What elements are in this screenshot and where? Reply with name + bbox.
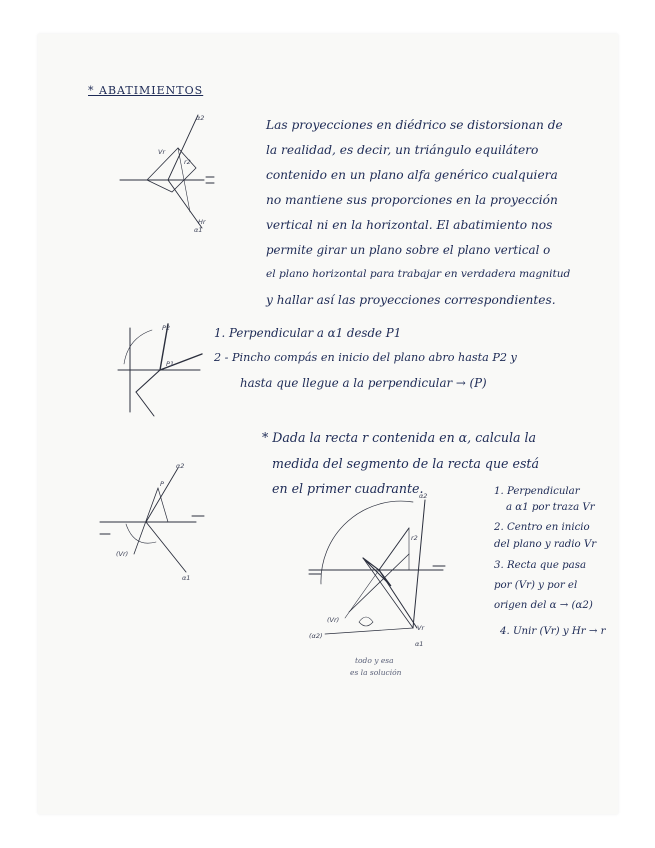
- figure-intro-triangle: [112, 110, 232, 235]
- intro-line: el plano horizontal para trabajar en verdadera magnitud: [266, 268, 571, 280]
- intro-line: Las proyecciones en diédrico se distorsionan de: [266, 118, 563, 132]
- label-r2: r2: [411, 534, 418, 542]
- solution-note-line: es la solución: [350, 668, 402, 677]
- page-title: * ABATIMIENTOS: [88, 84, 204, 97]
- step-item: del plano y radio Vr: [494, 539, 597, 550]
- step-item: a α1 por traza Vr: [506, 502, 595, 513]
- label-alpha2: α2: [419, 492, 428, 500]
- exercise-line: en el primer cuadrante.: [272, 481, 424, 496]
- line-r2: [379, 528, 409, 570]
- figure-lower-left: [96, 462, 214, 582]
- step-item: 4. Unir (Vr) y Hr → r: [500, 626, 606, 637]
- rotation-line: [136, 392, 154, 416]
- label-r2: r2: [184, 158, 191, 166]
- step-item: 2 - Pincho compás en inicio del plano abro hasta P2 y: [214, 351, 517, 364]
- line-r1: [379, 570, 417, 628]
- step-item: 1. Perpendicular: [494, 486, 580, 497]
- solution-note-line: todo y esa: [355, 656, 394, 665]
- step-item: 2. Centro en inicio: [494, 522, 590, 533]
- step-item: hasta que llegue a la perpendicular → (P): [240, 376, 487, 390]
- step-item: 3. Recta que pasa: [494, 560, 587, 571]
- construction-line: [134, 488, 158, 554]
- trace-alpha2: [146, 468, 178, 522]
- label-alpha2: α2: [196, 114, 205, 122]
- intro-line: y hallar así las proyecciones correspondientes.: [266, 293, 556, 307]
- label-alpha1: α1: [415, 640, 424, 648]
- intro-line: permite girar un plano sobre el plano vertical o: [266, 243, 551, 257]
- triangle-solution: [363, 558, 391, 586]
- intro-line: la realidad, es decir, un triángulo equilátero: [266, 143, 539, 157]
- true-length-segment: [363, 558, 413, 628]
- circled-marker: [359, 617, 373, 626]
- label-alpha1: α1: [182, 574, 191, 582]
- exercise-line: * Dada la recta r contenida en α, calcula la: [262, 430, 537, 445]
- label-alpha2-paren: (α2): [309, 632, 323, 640]
- rotated-line: [349, 554, 409, 612]
- figure-step-construction: [110, 320, 210, 425]
- label-p1: P1: [166, 360, 175, 368]
- trace-alpha: [413, 500, 425, 628]
- label-hr: Hr: [198, 218, 206, 226]
- trace-alpha1: [168, 180, 202, 228]
- label-p: P: [160, 480, 164, 488]
- label-vr: Vr: [417, 624, 425, 632]
- figure-exercise-solution: [305, 494, 455, 654]
- step-item: 1. Perpendicular a α1 desde P1: [214, 326, 402, 340]
- construction-line: [345, 570, 379, 618]
- label-alpha1: α1: [194, 226, 203, 234]
- step-item: origen del α → (α2): [494, 600, 593, 611]
- label-alpha2: α2: [176, 462, 185, 470]
- compass-arc: [124, 330, 152, 364]
- label-vr-paren: (Vr): [327, 616, 340, 624]
- intro-line: vertical ni en la horizontal. El abatimiento nos: [266, 218, 553, 232]
- intro-line: contenido en un plano alfa genérico cualquiera: [266, 168, 558, 182]
- step-item: por (Vr) y por el: [494, 580, 578, 591]
- label-p2: P2: [162, 324, 171, 332]
- trace-alpha1: [146, 522, 186, 572]
- construction-line: [325, 628, 413, 634]
- rotation-line: [136, 370, 160, 392]
- exercise-line: medida del segmento de la recta que está: [272, 456, 540, 471]
- label-vr-paren: (Vr): [116, 550, 129, 558]
- label-vr: Vr: [158, 148, 166, 156]
- intro-line: no mantiene sus proporciones en la proyección: [266, 193, 558, 207]
